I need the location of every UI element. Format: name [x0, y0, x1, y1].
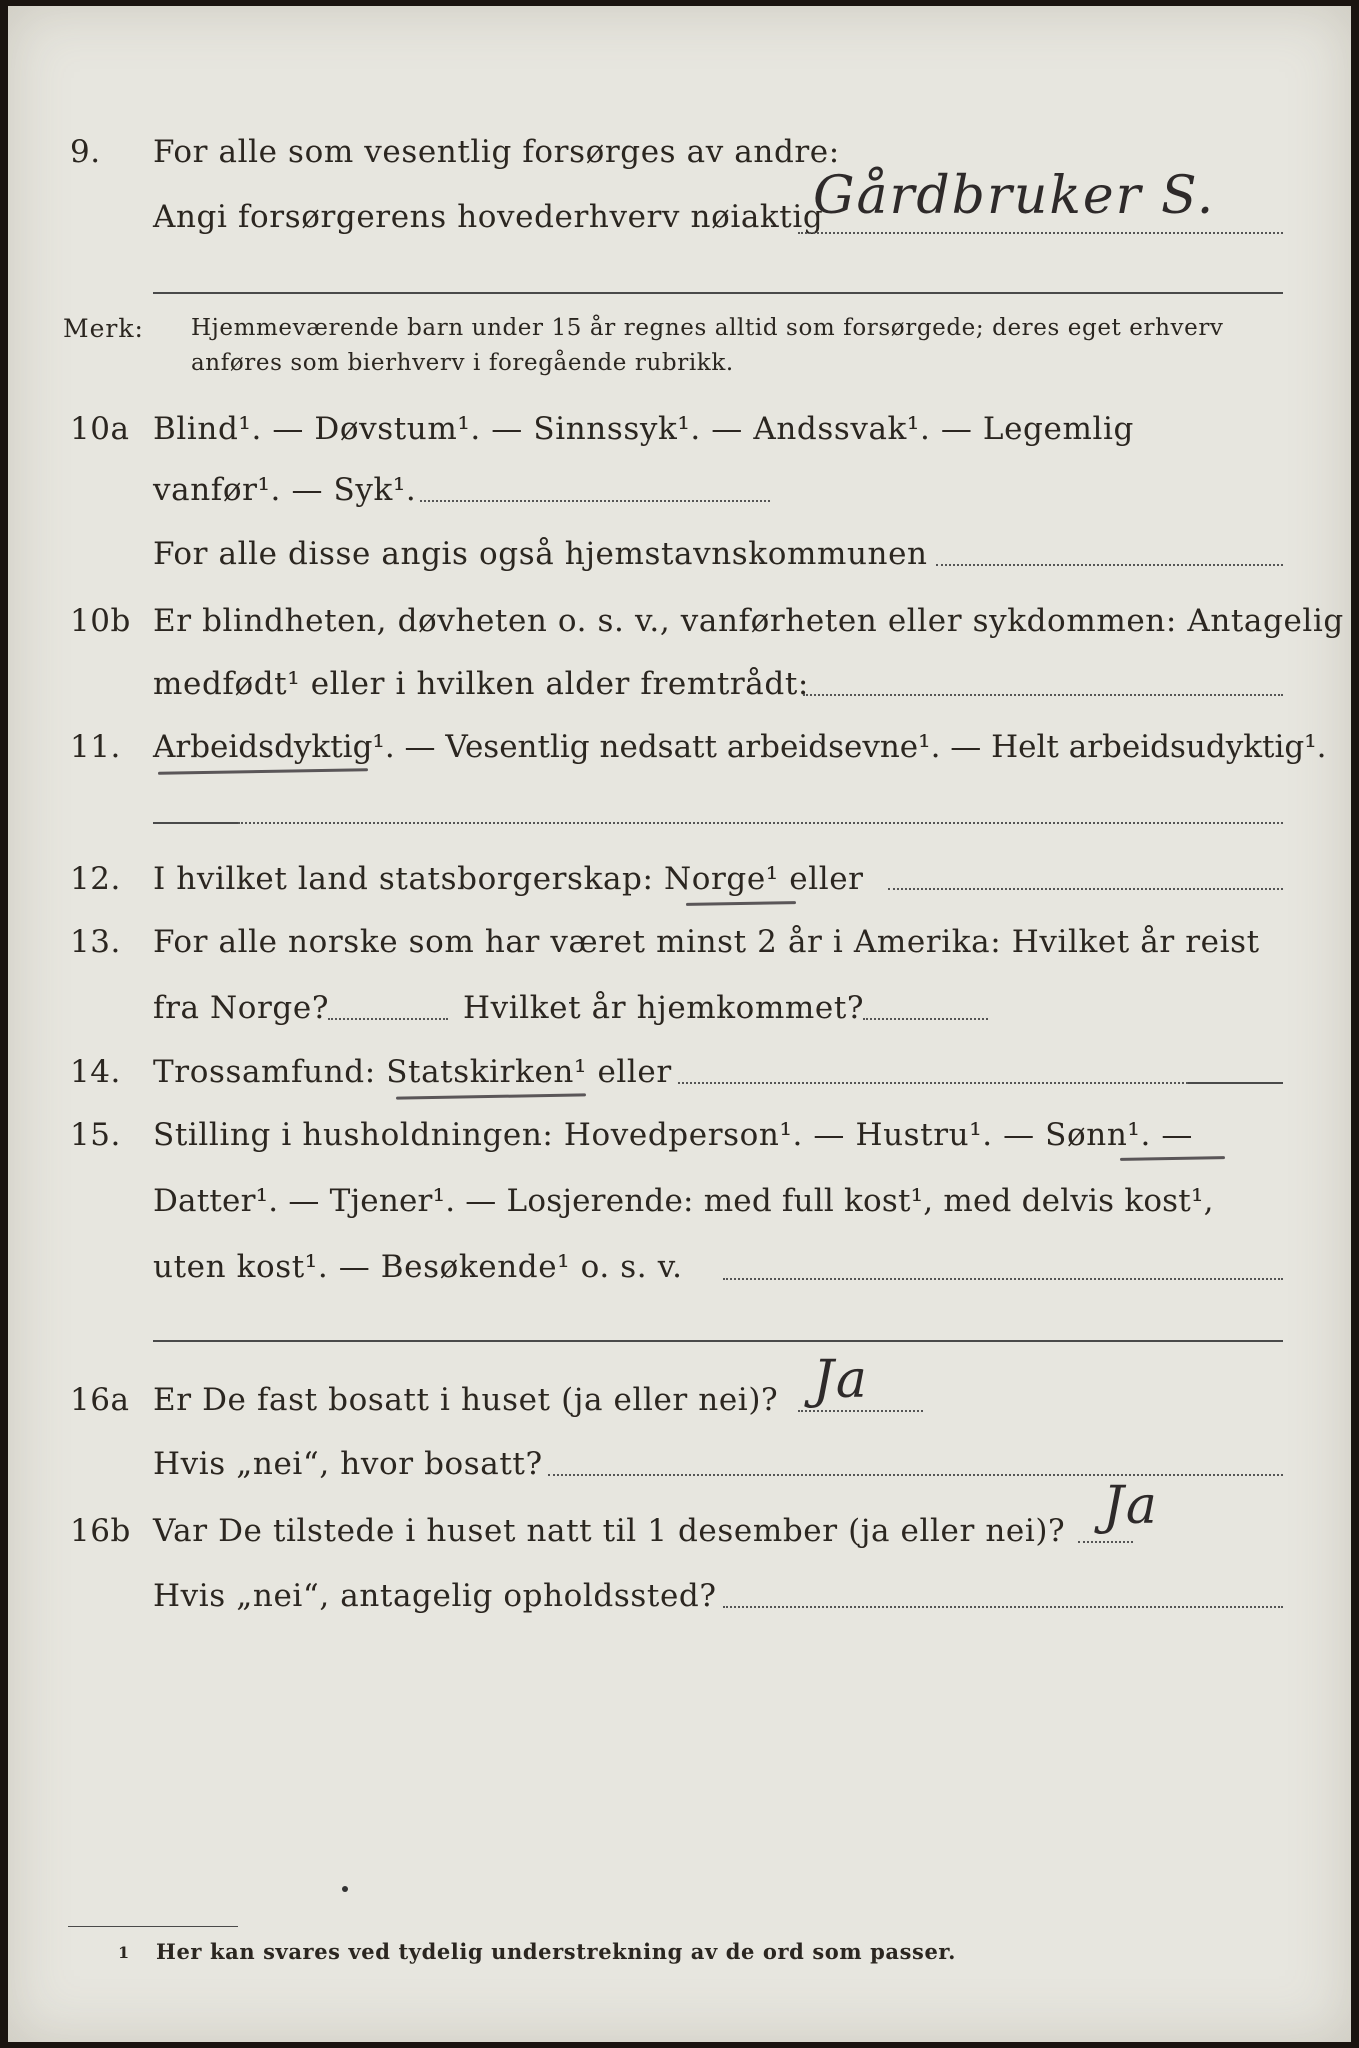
q13-reist-year-line: [328, 1018, 448, 1020]
q10b-line1: Er blindheten, døvheten o. s. v., vanførheten eller sykdommen: Antagelig: [153, 603, 1344, 639]
q10a-line2: vanfør¹. — Syk¹.: [153, 472, 417, 508]
q9-question-line2: Angi forsørgerens hovederhverv nøiaktig: [153, 199, 824, 235]
q13-line2-reist: fra Norge?: [153, 990, 330, 1026]
q15-line1: Stilling i husholdningen: Hovedperson¹. — Hustru¹. — Sønn¹. —: [153, 1117, 1193, 1153]
q15-line2: Datter¹. — Tjener¹. — Losjerende: med full kost¹, med delvis kost¹,: [153, 1183, 1214, 1219]
q16b-line1: Var De tilstede i huset natt til 1 desember (ja eller nei)?: [153, 1513, 1066, 1549]
q14-handwritten-underline: [396, 1093, 586, 1099]
q12-handwritten-underline: [686, 901, 796, 906]
q10b-line2: medfødt¹ eller i hvilken alder fremtrådt:: [153, 666, 809, 702]
q14-number: 14.: [70, 1054, 121, 1090]
q15-extra-line: [153, 1340, 1283, 1342]
q10b-answer-line: [803, 694, 1283, 696]
q16a-line2: Hvis „nei“, hvor bosatt?: [153, 1446, 543, 1482]
q15-number: 15.: [70, 1117, 121, 1153]
q16b-number: 16b: [70, 1513, 131, 1549]
q13-line1: For alle norske som har været minst 2 år i Amerika: Hvilket år reist: [153, 924, 1260, 960]
q11-line1: Arbeidsdyktig¹. — Vesentlig nedsatt arbeidsevne¹. — Helt arbeidsudyktig¹.: [153, 729, 1327, 765]
census-form-page: [8, 6, 1351, 2042]
q12-answer-line: [888, 888, 1283, 890]
footnote-separator: [68, 1926, 238, 1927]
q13-number: 13.: [70, 924, 121, 960]
q16b-line2: Hvis „nei“, antagelig opholdssted?: [153, 1578, 717, 1614]
q13-line2-hjemkommet: Hvilket år hjemkommet?: [463, 990, 865, 1026]
q11-handwritten-underline: [158, 768, 368, 775]
q9-question-line1: For alle som vesentlig forsørges av andre:: [153, 134, 840, 170]
footnote-marker: 1: [118, 1943, 130, 1962]
q9-number: 9.: [70, 134, 101, 170]
q16a-handwritten-answer: Ja: [813, 1350, 869, 1410]
q10a-number: 10a: [70, 411, 130, 447]
ink-spot: [342, 1886, 348, 1892]
q11-answer-line-a: [153, 822, 238, 824]
q14-answer-line-end: [1188, 1082, 1283, 1084]
q16b-handwritten-answer: Ja: [1103, 1476, 1159, 1536]
q15-handwritten-underline: [1120, 1156, 1225, 1161]
footnote-text: Her kan svares ved tydelig understrekning av de ord som passer.: [156, 1939, 957, 1964]
merk-label: Merk:: [63, 314, 144, 343]
q16a-answer-line: [798, 1410, 923, 1412]
q15-line3: uten kost¹. — Besøkende¹ o. s. v.: [153, 1249, 683, 1285]
q12-line1: I hvilket land statsborgerskap: Norge¹ eller: [153, 861, 864, 897]
q10a-sick-line: [420, 500, 770, 502]
q10a-line1: Blind¹. — Døvstum¹. — Sinnssyk¹. — Andssvak¹. — Legemlig: [153, 411, 1134, 447]
q9-handwritten-answer: Gårdbruker S.: [813, 166, 1216, 226]
q9-answer-line: [798, 232, 1283, 234]
q13-return-year-line: [863, 1018, 988, 1020]
q10a-line3: For alle disse angis også hjemstavnskommunen: [153, 536, 928, 572]
q16b-answer-line: [1078, 1541, 1133, 1543]
q16a-number: 16a: [70, 1382, 130, 1418]
q9-extra-line: [153, 292, 1283, 294]
q16a-line1: Er De fast bosatt i huset (ja eller nei)?: [153, 1382, 779, 1418]
q10b-number: 10b: [70, 603, 131, 639]
q14-line1: Trossamfund: Statskirken¹ eller: [153, 1054, 672, 1090]
q15-answer-line: [723, 1278, 1283, 1280]
q11-answer-line-b: [238, 822, 1283, 824]
q16b-location-line: [723, 1606, 1283, 1608]
merk-line2: anføres som bierhverv i foregående rubrikk.: [191, 350, 734, 376]
q16a-residence-line: [548, 1474, 1283, 1476]
merk-line1: Hjemmeværende barn under 15 år regnes alltid som forsørgede; deres eget erhverv: [191, 315, 1224, 341]
q10a-home-municipality-line: [936, 564, 1283, 566]
q12-number: 12.: [70, 861, 121, 897]
q11-number: 11.: [70, 729, 121, 765]
q14-answer-line: [678, 1082, 1188, 1084]
